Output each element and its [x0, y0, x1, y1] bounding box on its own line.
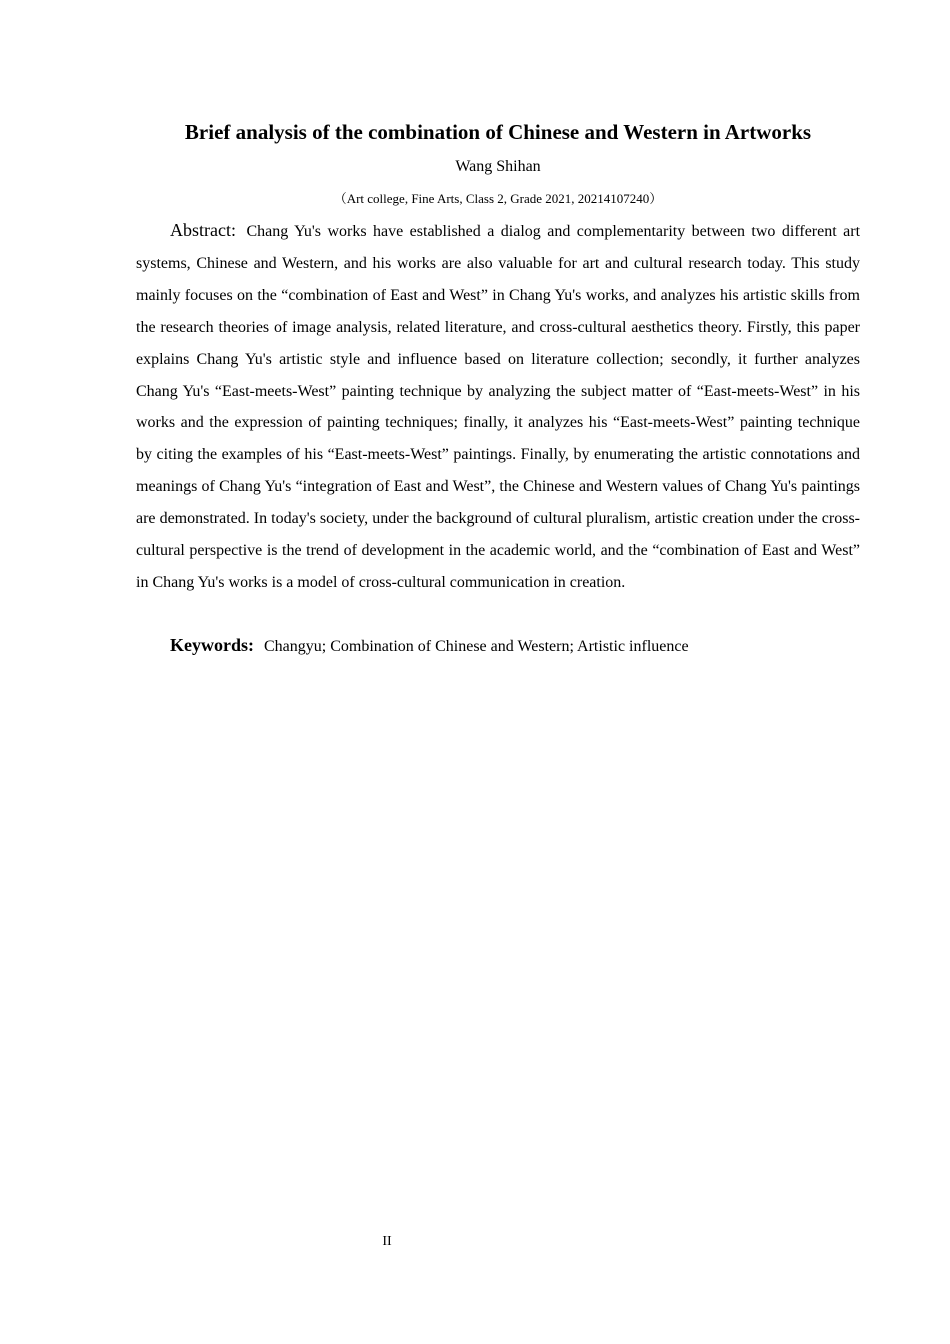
paper-title: Brief analysis of the combination of Chinese and Western in Artworks	[184, 120, 812, 144]
abstract-paragraph	[136, 215, 860, 599]
author-name: Wang Shihan	[455, 158, 541, 175]
author-affiliation: （Art college, Fine Arts, Class 2, Grade 2021, 20214107240）	[333, 191, 663, 206]
keywords-text: Changyu; Combination of Chinese and Western; Artistic influence	[264, 638, 689, 655]
abstract-text: Chang Yu's works have established a dialog and complementarity between two different art systems, Chinese and Western, and his works are also valuable for art and cultural research today. This study mainly focuses on the “combination of East and West” in Chang Yu's works, and analyzes his artistic skills from the research theories of image analysis, related literature, and cross-cultural aesthetics theory. Firstly, this paper explains Chang Yu's artistic style and influence based on literature collection; secondly, it further analyzes Chang Yu's “East-meets-West” painting technique by analyzing the subject matter of “East-meets-West” in his works and the expression of painting techniques; finally, it analyzes his “East-meets-West” painting technique by citing the examples of his “East-meets-West” paintings. Finally, by enumerating the artistic connotations and meanings of Chang Yu's “integration of East and West”, the Chinese and Western values of Chang Yu's paintings are demonstrated. In today's society, under the background of cultural pluralism, artistic creation under the cross-cultural perspective is the trend of development in the academic world, and the “combination of East and West” in Chang Yu's works is a model of cross-cultural communication in creation.	[136, 223, 861, 591]
keywords-label: Keywords:	[170, 635, 254, 655]
abstract-label: Abstract:	[170, 220, 236, 240]
page-number: II	[382, 1234, 392, 1249]
keywords-paragraph	[136, 630, 860, 662]
